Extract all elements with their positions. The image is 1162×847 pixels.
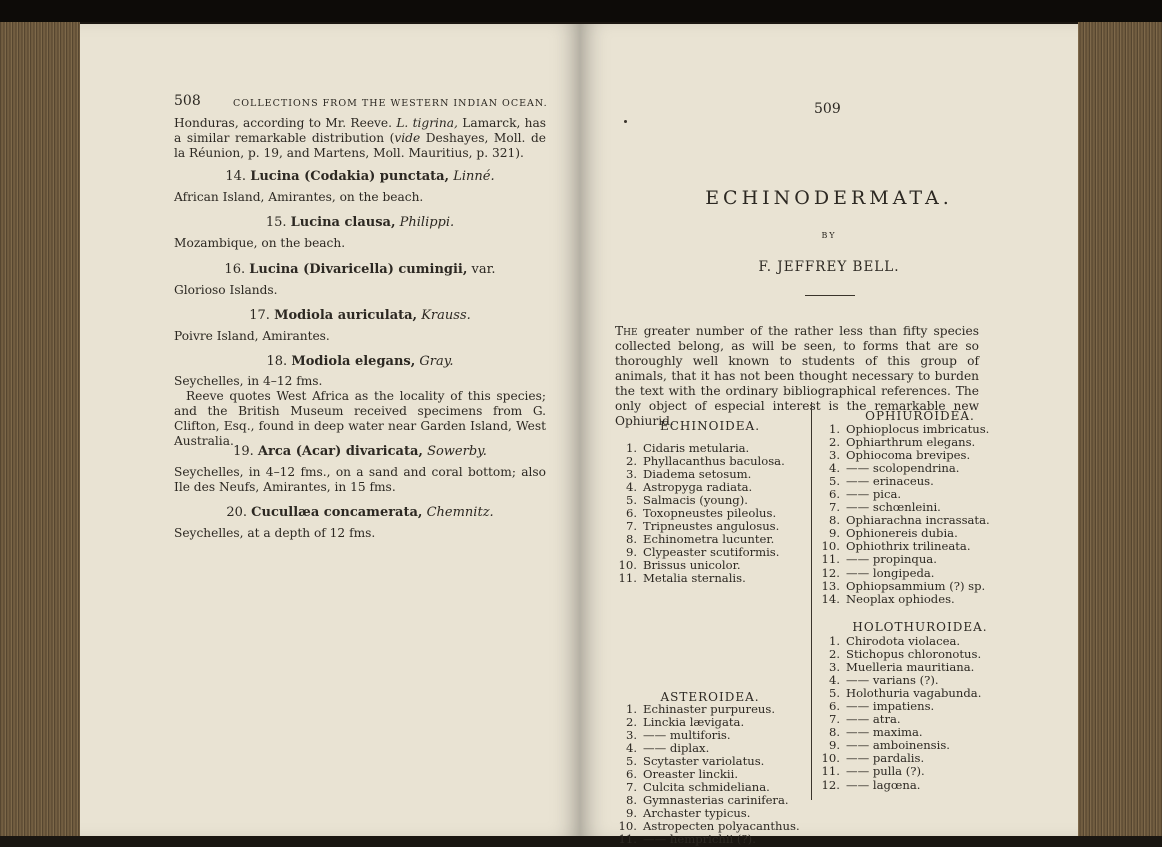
list-item: 8. Ophiarachna incrassata. <box>828 513 990 528</box>
list-item: 3. Diadema setosum. <box>625 467 752 482</box>
entry-17-locality: Poivre Island, Amirantes. <box>174 329 330 343</box>
entry-18-locality: Seychelles, in 4–12 fms. <box>174 374 323 388</box>
right-page <box>580 24 1078 847</box>
entry-20-heading <box>174 505 546 520</box>
intro-text-c: Lamarck, has a similar remarkable distribution ( <box>174 116 547 145</box>
intro-paragraph <box>174 116 546 161</box>
section-title: ECHINODERMATA. <box>705 187 953 209</box>
list-item: 7. —— schœnleini. <box>828 500 941 515</box>
intro-text-italic-species: L. tigrina, <box>396 116 458 130</box>
entry-number: 20. <box>226 505 247 520</box>
left-page-edges <box>0 22 80 836</box>
species-authority: Chemnitz. <box>426 505 494 520</box>
holothuroidea-list <box>818 635 1043 792</box>
list-item: 3. —— multiforis. <box>625 728 731 743</box>
species-authority: Krauss. <box>421 308 471 323</box>
species-name: Arca (Acar) divaricata, <box>257 444 423 459</box>
ophiuroidea-heading: OPHIUROIDEA. <box>865 409 975 423</box>
list-item: 2. Phyllacanthus baculosa. <box>625 454 785 469</box>
entry-16-heading <box>174 262 546 277</box>
list-item: 11. —— propinqua. <box>821 552 937 567</box>
list-item: 4. Astropyga radiata. <box>625 480 753 495</box>
list-item: 5. Scytaster variolatus. <box>625 754 765 769</box>
list-item: 9. Clypeaster scutiformis. <box>625 545 780 560</box>
list-item: 10. Brissus unicolor. <box>618 558 741 573</box>
list-item: 2. Stichopus chloronotus. <box>828 647 982 662</box>
list-item: 5. Salmacis (young). <box>625 493 748 508</box>
species-name: Modiola elegans, <box>291 354 416 369</box>
species-name: Lucina (Codakia) punctata, <box>250 169 450 184</box>
author-name: F. JEFFREY BELL. <box>758 259 900 275</box>
entry-19-locality: Seychelles, in 4–12 fms., on a sand and coral bottom; also Ile des Neufs, Amirantes, in 15 fms. <box>174 465 546 494</box>
list-item: 11. —— hemprichii (?). <box>618 832 756 847</box>
list-item: 1. Cidaris metularia. <box>625 441 750 455</box>
left-page-number: 508 <box>174 93 201 109</box>
list-item: 10. Ophiothrix trilineata. <box>821 539 971 554</box>
entry-20-locality: Seychelles, at a depth of 12 fms. <box>174 526 376 540</box>
species-authority: Gray. <box>419 354 454 369</box>
species-authority: Linné. <box>453 169 495 184</box>
list-item: 8. Gymnasterias carinifera. <box>625 793 789 808</box>
right-page-edges <box>1078 22 1162 836</box>
list-item: 12. —— longipeda. <box>821 565 935 580</box>
entry-19-heading <box>174 444 546 459</box>
list-item: 6. —— impatiens. <box>828 699 935 714</box>
entry-14-locality: African Island, Amirantes, on the beach. <box>174 190 424 204</box>
list-item: 5. Holothuria vagabunda. <box>828 686 982 701</box>
list-item: 6. Toxopneustes pileolus. <box>625 506 777 521</box>
entry-14-heading <box>174 169 546 184</box>
species-authority: Philippi. <box>399 215 455 230</box>
species-name: Modiola auriculata, <box>274 308 418 323</box>
list-item: 7. Tripneustes angulosus. <box>625 519 780 534</box>
list-item: 3. Muelleria mauritiana. <box>828 660 975 675</box>
asteroidea-heading: ASTEROIDEA. <box>660 690 760 704</box>
list-item: 6. Oreaster linckii. <box>625 767 739 782</box>
list-item: 10. Astropecten polyacanthus. <box>618 819 800 834</box>
echinoidea-heading: ECHINOIDEA. <box>659 419 761 433</box>
list-item: 8. Echinometra lucunter. <box>625 532 775 547</box>
list-item: 7. —— atra. <box>828 712 901 727</box>
entry-16-locality: Glorioso Islands. <box>174 283 278 297</box>
top-shadow-bar <box>0 0 1162 22</box>
by-line: BY <box>821 231 837 240</box>
list-item: 3. Ophiocoma brevipes. <box>828 448 971 463</box>
list-item: 1. Chirodota violacea. <box>828 634 961 648</box>
intro-smallcaps-word: The <box>615 324 638 338</box>
list-item: 4. —— diplax. <box>625 741 710 756</box>
intro-text-a: Honduras, according to Mr. Reeve. <box>174 116 397 130</box>
list-item: 10. —— pardalis. <box>821 751 925 766</box>
list-item: 4. —— varians (?). <box>828 673 939 688</box>
entry-number: 14. <box>225 169 247 184</box>
speck-mark <box>624 120 627 123</box>
intro-text-e: Deshayes, Moll. de la Réunion, p. 19, and Martens, Moll. Mauritius, p. 321). <box>174 131 547 160</box>
entry-number: 17. <box>249 308 270 323</box>
entry-18-heading <box>174 354 546 369</box>
list-item: 11. Metalia sternalis. <box>618 571 746 586</box>
asteroidea-list <box>615 703 810 847</box>
holothuroidea-heading: HOLOTHUROIDEA. <box>852 620 988 634</box>
list-item: 1. Ophioplocus imbricatus. <box>828 422 990 436</box>
list-item: 7. Culcita schmideliana. <box>625 780 770 795</box>
list-item: 9. Ophionereis dubia. <box>828 526 958 541</box>
list-item: 6. —— pica. <box>828 487 902 502</box>
left-page <box>80 24 580 836</box>
entry-17-heading <box>174 308 546 323</box>
entry-18-note: Reeve quotes West Africa as the locality of this species; and the British Museum received specimens from G. Clifton, Esq., found in deep water near Garden Island, West Australia. <box>174 389 546 448</box>
list-item: 11. —— pulla (?). <box>821 764 925 779</box>
title-rule <box>805 295 855 296</box>
intro-text-italic-vide: vide <box>394 131 421 145</box>
species-authority: var. <box>471 262 496 277</box>
list-item: 14. Neoplax ophiodes. <box>821 591 955 606</box>
entry-number: 16. <box>224 262 246 277</box>
list-item: 13. Ophiopsammium (?) sp. <box>821 578 986 593</box>
list-item: 4. —— scolopendrina. <box>828 461 960 476</box>
list-item: 9. Archaster typicus. <box>625 806 751 821</box>
species-name: Lucina (Divaricella) cumingii, <box>249 262 468 277</box>
entry-number: 19. <box>233 444 254 459</box>
running-head: COLLECTIONS FROM THE WESTERN INDIAN OCEAN. <box>233 98 548 109</box>
list-item: 5. —— erinaceus. <box>828 474 934 489</box>
list-item: 8. —— maxima. <box>828 725 923 740</box>
intro-text: greater number of the rather less than fifty species collected belong, as will be seen, to forms that are so thoroughly well known to students of this group of animals, that it has not been thought necessary to burden the text with the ordinary bibliographical references. The only object of especial interest is the remarkable new Ophiurid. <box>615 324 979 428</box>
list-item: 2. Linckia lævigata. <box>625 715 745 730</box>
species-name: Lucina clausa, <box>290 215 396 230</box>
list-item: 9. —— amboinensis. <box>828 738 950 753</box>
ophiuroidea-list <box>818 423 1043 606</box>
echinoidea-list <box>615 442 810 586</box>
list-item: 2. Ophiarthrum elegans. <box>828 435 976 450</box>
list-item: 12. —— lagœna. <box>821 777 921 792</box>
column-divider <box>811 402 812 800</box>
entry-15-locality: Mozambique, on the beach. <box>174 236 346 250</box>
entry-number: 15. <box>265 215 287 230</box>
entry-number: 18. <box>266 354 288 369</box>
list-item: 1. Echinaster purpureus. <box>625 702 776 716</box>
species-authority: Sowerby. <box>427 444 487 459</box>
right-page-number: 509 <box>814 101 841 117</box>
entry-15-heading <box>174 215 546 230</box>
species-name: Cucullæa concamerata, <box>251 505 423 520</box>
